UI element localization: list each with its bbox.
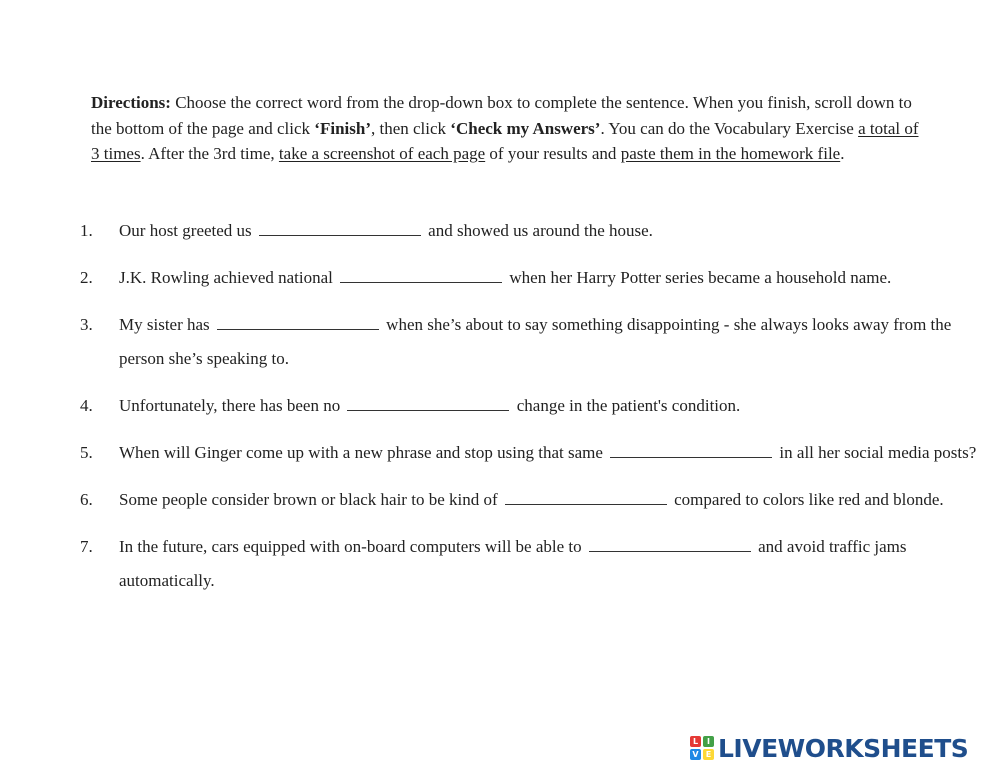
question-text-before: My sister has bbox=[119, 315, 214, 334]
question-item bbox=[80, 214, 985, 248]
question-text-after: in all her social media posts? bbox=[775, 443, 977, 462]
directions-text-4: . After the 3rd time, bbox=[140, 144, 279, 163]
question-number: 7. bbox=[80, 537, 93, 556]
question-item bbox=[80, 389, 985, 423]
question-text-after: when she’s about to say something disappointing - she always looks away from the person she’s speaking to. bbox=[119, 315, 952, 368]
logo-mark-tile: E bbox=[703, 749, 714, 760]
question-number: 4. bbox=[80, 396, 93, 415]
question-text-after: when her Harry Potter series became a household name. bbox=[505, 268, 892, 287]
question-text bbox=[119, 530, 985, 598]
answer-dropdown-5[interactable] bbox=[610, 442, 772, 458]
directions-label: Directions: bbox=[91, 93, 171, 112]
question-item bbox=[80, 261, 985, 295]
question-text-after: and showed us around the house. bbox=[423, 221, 653, 240]
directions-text-6: . bbox=[840, 144, 845, 163]
question-text-after: compared to colors like red and blonde. bbox=[669, 490, 944, 509]
question-text bbox=[119, 436, 985, 470]
answer-dropdown-7[interactable] bbox=[589, 536, 751, 552]
question-item bbox=[80, 436, 985, 470]
finish-keyword: ‘Finish’ bbox=[314, 118, 371, 138]
question-text-before: Unfortunately, there has been no bbox=[119, 396, 345, 415]
logo-mark-tile: L bbox=[690, 736, 701, 747]
answer-dropdown-1[interactable] bbox=[259, 220, 421, 236]
question-list bbox=[80, 214, 985, 598]
check-answers-keyword: ‘Check my Answers’ bbox=[450, 118, 601, 138]
question-number: 2. bbox=[80, 268, 93, 287]
question-text-after: change in the patient's condition. bbox=[512, 396, 741, 415]
question-item bbox=[80, 530, 985, 598]
question-item bbox=[80, 483, 985, 517]
logo-mark-icon bbox=[690, 736, 714, 760]
question-number: 5. bbox=[80, 443, 93, 462]
answer-dropdown-3[interactable] bbox=[217, 314, 379, 330]
question-text bbox=[119, 308, 985, 376]
question-text bbox=[119, 389, 985, 423]
question-number: 3. bbox=[80, 315, 93, 334]
directions-paragraph bbox=[91, 90, 921, 167]
question-text bbox=[119, 483, 985, 517]
question-text-before: Some people consider brown or black hair to be kind of bbox=[119, 490, 502, 509]
directions-text-1: Choose the correct word from the drop-down box to complete the sentence. When you finish, scroll down to the bottom of the page and click bbox=[91, 93, 912, 138]
question-text-before: In the future, cars equipped with on-board computers will be able to bbox=[119, 537, 586, 556]
logo-mark-tile: I bbox=[703, 736, 714, 747]
liveworksheets-logo bbox=[690, 732, 968, 764]
question-text-before: When will Ginger come up with a new phrase and stop using that same bbox=[119, 443, 608, 462]
total-times-underlined: a total of 3 times bbox=[91, 118, 919, 163]
directions-text-3: . You can do the Vocabulary Exercise bbox=[600, 118, 859, 138]
answer-dropdown-4[interactable] bbox=[347, 395, 509, 411]
question-number: 6. bbox=[80, 490, 93, 509]
question-text-before: J.K. Rowling achieved national bbox=[119, 268, 338, 287]
question-text-after: and avoid traffic jams automatically. bbox=[119, 537, 907, 590]
question-text bbox=[119, 214, 985, 248]
directions-text-5: of your results and bbox=[485, 144, 621, 163]
question-item bbox=[80, 308, 985, 376]
logo-mark-tile: V bbox=[690, 749, 701, 760]
logo-text: LIVEWORKSHEETS bbox=[718, 733, 969, 763]
question-text bbox=[119, 261, 985, 295]
question-text-before: Our host greeted us bbox=[119, 221, 256, 240]
answer-dropdown-2[interactable] bbox=[340, 267, 502, 283]
answer-dropdown-6[interactable] bbox=[505, 489, 667, 505]
screenshot-underlined: take a screenshot of each page bbox=[278, 144, 486, 163]
question-number: 1. bbox=[80, 221, 93, 240]
directions-text-2: , then click bbox=[370, 118, 451, 138]
paste-underlined: paste them in the homework file bbox=[620, 144, 841, 163]
